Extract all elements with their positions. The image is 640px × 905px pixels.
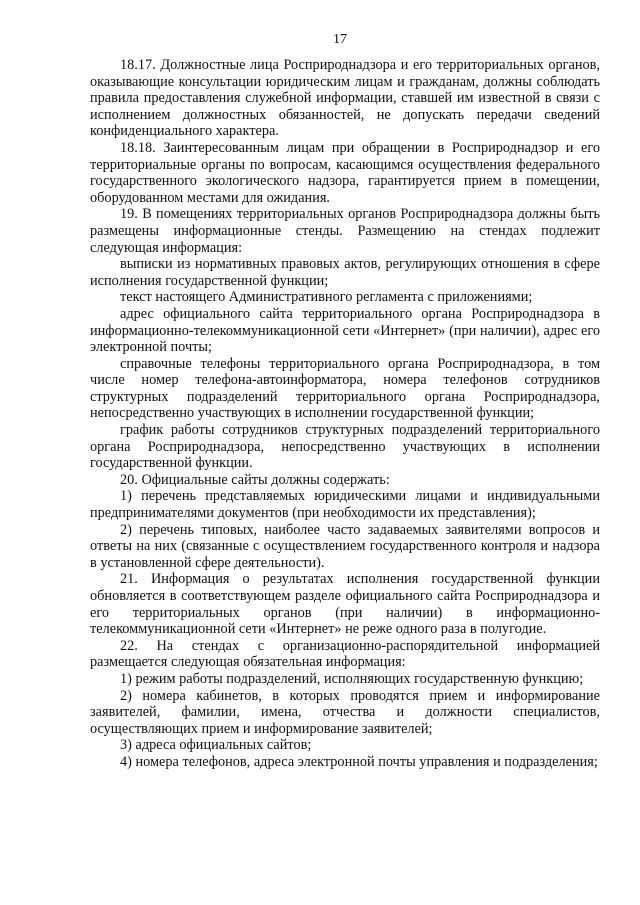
document-body [90,57,600,771]
list-item-22-3: 3) адреса официальных сайтов; [120,737,312,754]
list-item-regulation-text: текст настоящего Административного регламента с приложениями; [120,289,533,306]
list-item-work-schedule: график работы сотрудников структурных подразделений территориального органа Росприроднадзора, непосредственно участвующих в исполнении государственной функции. [90,422,600,472]
paragraph-21: 21. Информация о результатах исполнения государственной функции обновляется в соответствующем разделе официального сайта Росприроднадзора и его территориальных органов (при наличии) в информационно-телекоммуникационной сети «Интернет» не реже одного раза в полугодие. [90,571,600,638]
list-item-20-2: 2) перечень типовых, наиболее часто задаваемых заявителями вопросов и ответы на них (связанные с осуществлением государственного контроля и надзора в установленной сфере деятельности). [90,521,600,571]
list-item-reference-phones: справочные телефоны территориального органа Росприроднадзора, в том числе номер телефона-автоинформатора, номера телефонов сотрудников структурных подразделений территориального органа Росприроднадзора, непосредственно участвующих в исполнении государственной функции; [90,355,600,422]
list-item-extracts: выписки из нормативных правовых актов, регулирующих отношения в сфере исполнения государственной функции; [90,256,600,289]
paragraph-18-17: 18.17. Должностные лица Росприроднадзора и его территориальных органов, оказывающие консультации юридическим лицам и гражданам, должны соблюдать правила предоставления служебной информации, ставшей им известной в связи с исполнением должностных обязанностей, не допускать передачи сведений конфиденциального характера. [90,57,600,140]
list-item-website-address: адрес официального сайта территориального органа Росприроднадзора в информационно-телекоммуникационной сети «Интернет» (при наличии), адрес его электронной почты; [90,305,600,356]
page-number: 17 [333,32,347,47]
list-item-22-2: 2) номера кабинетов, в которых проводятся прием и информирование заявителей, фамилии, имена, отчества и должности специалистов, осуществляющих прием и информирование заявителей; [90,687,600,737]
paragraph-22: 22. На стендах с организационно-распорядительной информацией размещается следующая обязательная информация: [90,637,600,671]
paragraph-20: 20. Официальные сайты должны содержать: [120,471,390,488]
list-item-22-1: 1) режим работы подразделений, исполняющих государственную функцию; [120,670,584,687]
paragraph-19: 19. В помещениях территориальных органов Росприроднадзора должны быть размещены информационные стенды. Размещению на стендах подлежит следующая информация: [90,206,600,256]
paragraph-18-18: 18.18. Заинтересованным лицам при обращении в Росприроднадзор и его территориальные органы по вопросам, касающимся осуществления федерального государственного экологического надзора, гарантируется прием в помещении, оборудованном местами для ожидания. [90,139,600,206]
list-item-20-1: 1) перечень представляемых юридическими лицами и индивидуальными предпринимателями документов (при необходимости их представления); [90,488,600,522]
list-item-22-4: 4) номера телефонов, адреса электронной почты управления и подразделения; [120,753,598,770]
